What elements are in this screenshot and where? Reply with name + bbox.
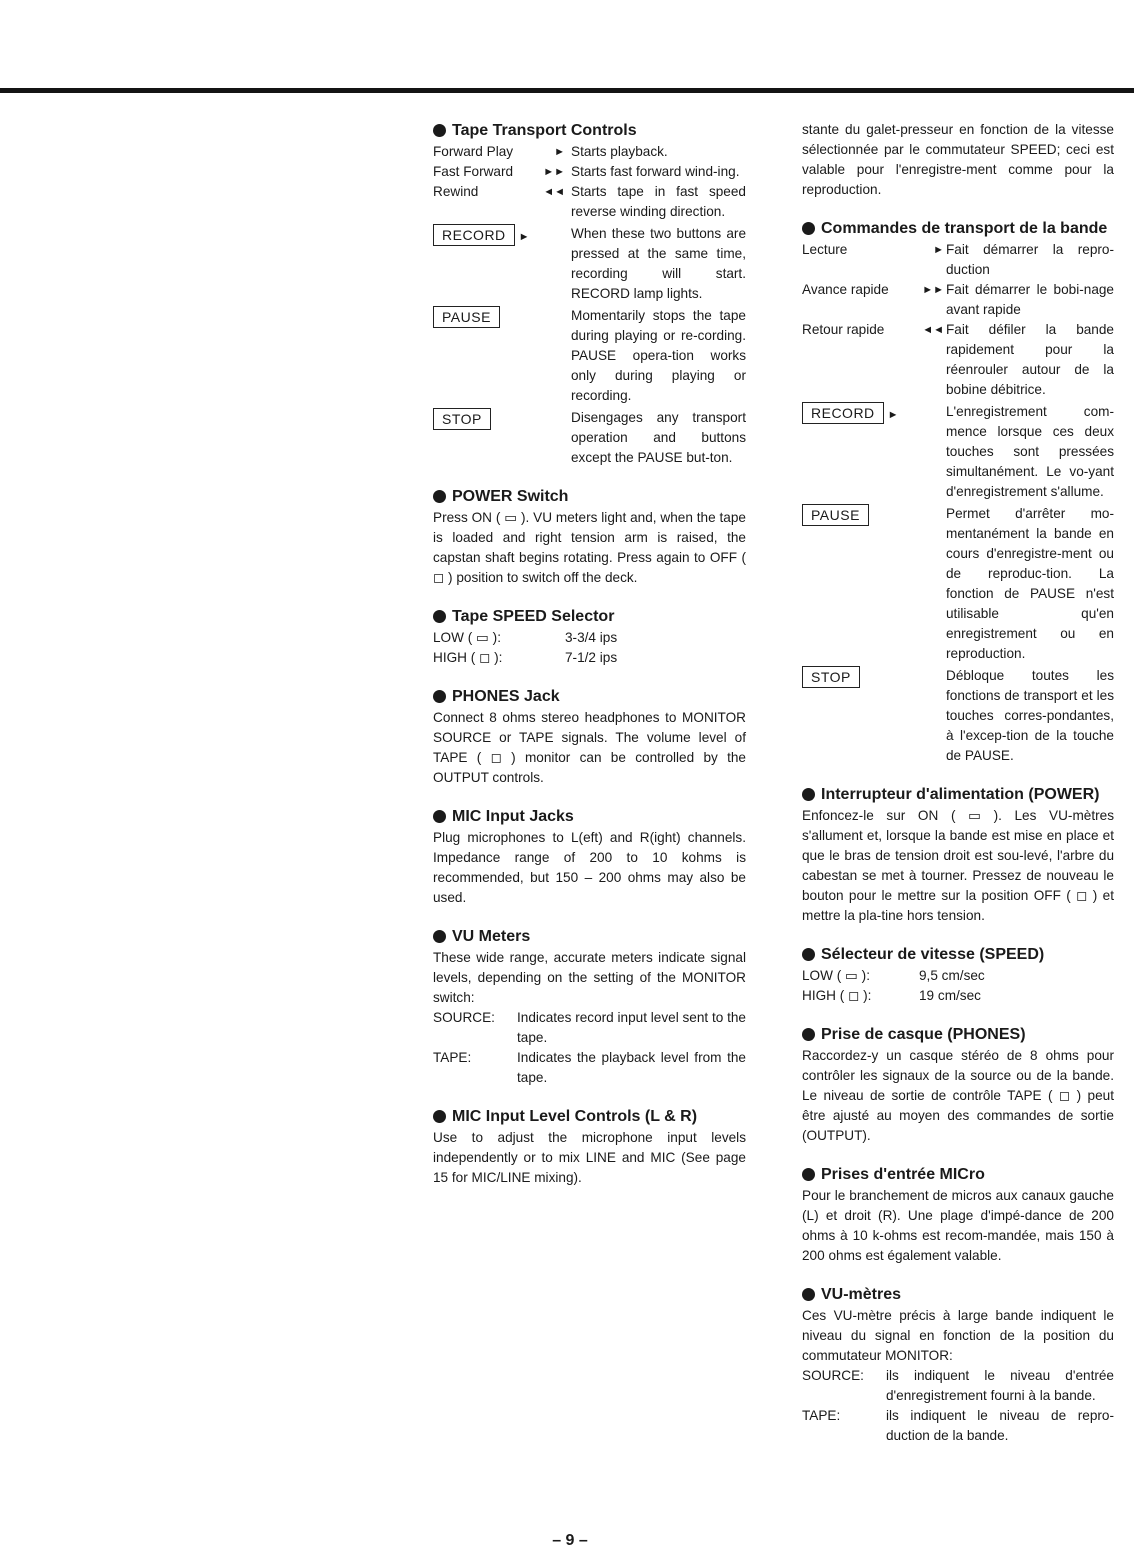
section-interrupteur: [802, 784, 1114, 926]
section-prises-micro: [802, 1164, 1114, 1266]
section-title: VU Meters: [452, 928, 531, 945]
section-title: POWER Switch: [452, 488, 569, 505]
section-title: Prise de casque (PHONES): [821, 1026, 1026, 1043]
rewind-icon: ◄◄: [922, 324, 944, 336]
section-prise-casque: [802, 1024, 1114, 1146]
section-text: Pour le branchement de micros aux canaux gauche (L) et droit (R). Une plage d'impé-dance de 200 ohms à 10 k-ohms est recom-mandée, mais 150 à 200 ohms est également valable.: [802, 1188, 1114, 1263]
play-icon: ►: [933, 244, 944, 256]
section-title: Commandes de transport de la bande: [821, 220, 1108, 237]
section-text: Ces VU-mètre précis à large bande indiquent le niveau du signal en fonction de la position du commutateur MONITOR:: [802, 1308, 1114, 1363]
bullet-icon: [433, 810, 446, 823]
section-mic-jacks: [433, 806, 746, 908]
row-pause: PAUSE Momentarily stops the tape during playing or re-cording. PAUSE opera-tion works only during playing or recording.: [433, 306, 746, 406]
play-icon: ►: [887, 409, 899, 421]
bullet-icon: [433, 1110, 446, 1123]
french-column: [802, 120, 1114, 1464]
section-text: Press ON ( ▭ ). VU meters light and, when the tape is loaded and right tension arm is raised, the capstan shaft begins rotating. Press again to OFF ( ◻ ) position to switch off the deck.: [433, 510, 746, 585]
intro-text: stante du galet-presseur en fonction de la vitesse sélectionnée par le commutateur SPEED; ceci est valable pour l'enregistre-ment comme pour la reproduction.: [802, 122, 1114, 197]
rewind-icon: ◄◄: [543, 186, 565, 198]
section-vu-metres: VU-mètres Ces VU-mètre précis à large bande indiquent le niveau du signal en fonction de la position du commutateur MONITOR: SOURCE: ils indiquent le niveau d'entrée d'enregistrement fourni à la bande. TAPE: ils indiquent le niveau de repro-duction de la bande.: [802, 1286, 1114, 1443]
section-text: Enfoncez-le sur ON ( ▭ ). Les VU-mètres s'allument et, lorsque la bande est mise en place et que le bras de tension droit est sou-levé, l'arbre du cabestan se met à tourner. Pressez de nouveau le bouton pour le mettre sur la position OFF ( ◻ ) et mettre la pla-tine hors tension.: [802, 808, 1114, 923]
section-intro: [802, 120, 1114, 200]
stop-key: STOP: [802, 666, 860, 688]
section-text: Use to adjust the microphone input levels independently or to mix LINE and MIC (See page 15 for MIC/LINE mixing).: [433, 1130, 746, 1185]
section-title: Tape SPEED Selector: [452, 608, 615, 625]
pause-key: PAUSE: [433, 306, 500, 328]
section-text: Plug microphones to L(eft) and R(ight) channels. Impedance range of 200 to 10 kohms is recommended, but 150 – 200 ohms may also be used.: [433, 830, 746, 905]
row-stop: STOP Disengages any transport operation and buttons except the PAUSE but-ton.: [433, 408, 746, 468]
section-vu-meters: VU Meters These wide range, accurate meters indicate signal levels, depending on the setting of the MONITOR switch: SOURCE: Indicates record input level sent to the tape. TAPE: Indicates the playback level from the tape.: [433, 928, 746, 1085]
record-key: RECORD: [433, 224, 515, 246]
section-commandes-transport: Commandes de transport de la bande Lecture ► Fait démarrer la repro-duction Avance rapide ►► Fait démarrer le bobi-nage avant rapide Retour rapide ◄◄ Fait défiler la bande rapidement pour la réenrouler autour de la bobine débitrice. RECORD ► L'enregistrement com-mence lorsque ces deux touches sont pressées simultanément. Le vo-yant d'enregistrement s'allume. PAUSE Permet d'arrêter mo-mentanément la bande en cours d'enregistre-ment ou de reproduc-tion. La fonction de PAUSE n'est utilisable qu'en enregistrement ou en reproduction. STOP Débloque toutes les fonctions de transport et les touches corres-pondantes, à l'excep-tion de la touche de PAUSE.: [802, 220, 1114, 763]
section-selecteur-vitesse: Sélecteur de vitesse (SPEED) LOW ( ▭ ): 9,5 cm/sec HIGH ( ◻ ): 19 cm/sec: [802, 944, 1114, 1006]
bullet-icon: [433, 930, 446, 943]
pause-key: PAUSE: [802, 504, 869, 526]
bullet-icon: [433, 610, 446, 623]
section-title: VU-mètres: [821, 1286, 902, 1303]
bullet-icon: [802, 1168, 815, 1181]
section-text: Connect 8 ohms stereo headphones to MONITOR SOURCE or TAPE signals. The volume level of TAPE ( ◻ ) monitor can be controlled by the OUTPUT controls.: [433, 710, 746, 785]
section-tape-transport: [433, 120, 746, 468]
section-title: Sélecteur de vitesse (SPEED): [821, 946, 1045, 963]
section-title: Tape Transport Controls: [452, 122, 637, 139]
english-column: [433, 120, 746, 1206]
bullet-icon: [802, 788, 815, 801]
section-text: Raccordez-y un casque stéréo de 8 ohms pour contrôler les signaux de la source ou de la bande. Le niveau de sortie de contrôle TAPE ( ◻ ) peut être ajusté au moyen des commandes de sortie (OUTPUT).: [802, 1048, 1114, 1143]
section-title: MIC Input Level Controls (L & R): [452, 1108, 698, 1125]
section-phones: [433, 686, 746, 788]
page-number: – 9 –: [552, 1532, 588, 1549]
section-power: [433, 486, 746, 588]
section-speed: Tape SPEED Selector LOW ( ▭ ): 3-3/4 ips HIGH ( ◻ ): 7-1/2 ips: [433, 606, 746, 668]
play-icon: ►: [554, 146, 565, 158]
top-rule: [0, 88, 1134, 93]
bullet-icon: [433, 124, 446, 137]
bullet-icon: [802, 1288, 815, 1301]
bullet-icon: [433, 690, 446, 703]
bullet-icon: [802, 948, 815, 961]
record-key: RECORD: [802, 402, 884, 424]
fast-forward-icon: ►►: [543, 166, 565, 178]
bullet-icon: [433, 490, 446, 503]
section-title: MIC Input Jacks: [452, 808, 574, 825]
row-forward-play: Forward Play ► Starts playback.: [433, 142, 746, 162]
section-text: These wide range, accurate meters indicate signal levels, depending on the setting of the MONITOR switch:: [433, 950, 746, 1005]
section-mic-level: [433, 1106, 746, 1188]
play-icon: ►: [518, 231, 530, 243]
row-record: RECORD ► When these two buttons are pressed at the same time, recording will start. RECORD lamp lights.: [433, 224, 746, 304]
section-title: Interrupteur d'alimentation (POWER): [821, 786, 1100, 803]
bullet-icon: [802, 1028, 815, 1041]
bullet-icon: [802, 222, 815, 235]
stop-key: STOP: [433, 408, 491, 430]
fast-forward-icon: ►►: [922, 284, 944, 296]
section-title: PHONES Jack: [452, 688, 560, 705]
row-fast-forward: Fast Forward ►► Starts fast forward wind-ing.: [433, 162, 746, 182]
row-rewind: Rewind ◄◄ Starts tape in fast speed reverse winding direction.: [433, 184, 746, 219]
section-title: Prises d'entrée MICro: [821, 1166, 985, 1183]
